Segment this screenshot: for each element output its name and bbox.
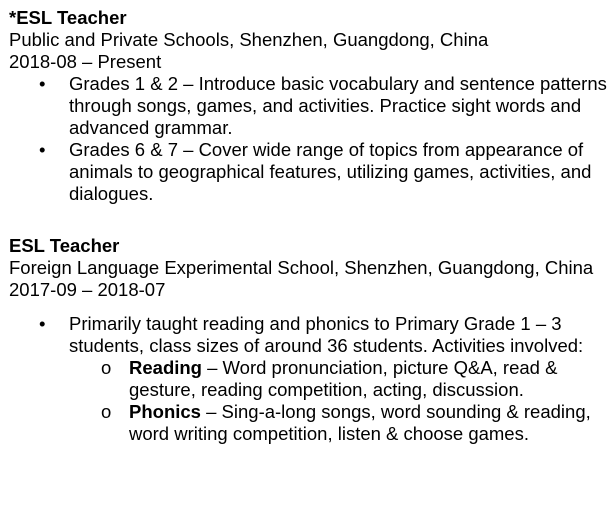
job-bullets xyxy=(9,313,609,357)
job-dates: 2018-08 – Present xyxy=(9,51,162,72)
sub-bullet-label: Reading xyxy=(129,357,202,378)
sub-bullet-body: – Sing-a-long songs, word sounding & reading, word writing competition, listen & choose games. xyxy=(129,401,591,444)
job-dates: 2017-09 – 2018-07 xyxy=(9,279,166,300)
sub-bullet-body: – Word pronunciation, picture Q&A, read & gesture, reading competition, acting, discussion. xyxy=(129,357,558,400)
sub-bullet-text xyxy=(129,401,599,445)
sub-bullet-label: Phonics xyxy=(129,401,201,422)
bullet-text: Primarily taught reading and phonics to Primary Grade 1 – 3 students, class sizes of around 36 students. Activities involved: xyxy=(69,313,584,356)
bullet-marker: • xyxy=(39,313,46,334)
job-title: *ESL Teacher xyxy=(9,7,127,28)
sub-bullet-text xyxy=(129,357,599,401)
job-employer: Public and Private Schools, Shenzhen, Guangdong, China xyxy=(9,29,489,50)
job-bullets xyxy=(9,73,609,205)
list-item xyxy=(9,139,609,205)
bullet-text: Grades 6 & 7 – Cover wide range of topics from appearance of animals to geographical features, utilizing games, activities, and dialogues. xyxy=(69,139,592,204)
job-entry xyxy=(9,235,609,445)
job-title: ESL Teacher xyxy=(9,235,120,256)
bullet-text: Grades 1 & 2 – Introduce basic vocabulary and sentence patterns through songs, games, and activities. Practice sight words and advanced grammar. xyxy=(69,73,607,138)
bullet-marker: • xyxy=(39,73,46,94)
job-entry xyxy=(9,7,609,205)
job-employer: Foreign Language Experimental School, Shenzhen, Guangdong, China xyxy=(9,257,594,278)
sub-bullets xyxy=(9,357,609,445)
list-item xyxy=(9,313,614,357)
sub-bullet-marker: o xyxy=(101,357,112,378)
list-item xyxy=(9,73,609,139)
list-item xyxy=(9,401,599,445)
bullet-marker: • xyxy=(39,139,46,160)
sub-bullet-marker: o xyxy=(101,401,112,422)
list-item xyxy=(9,357,599,401)
